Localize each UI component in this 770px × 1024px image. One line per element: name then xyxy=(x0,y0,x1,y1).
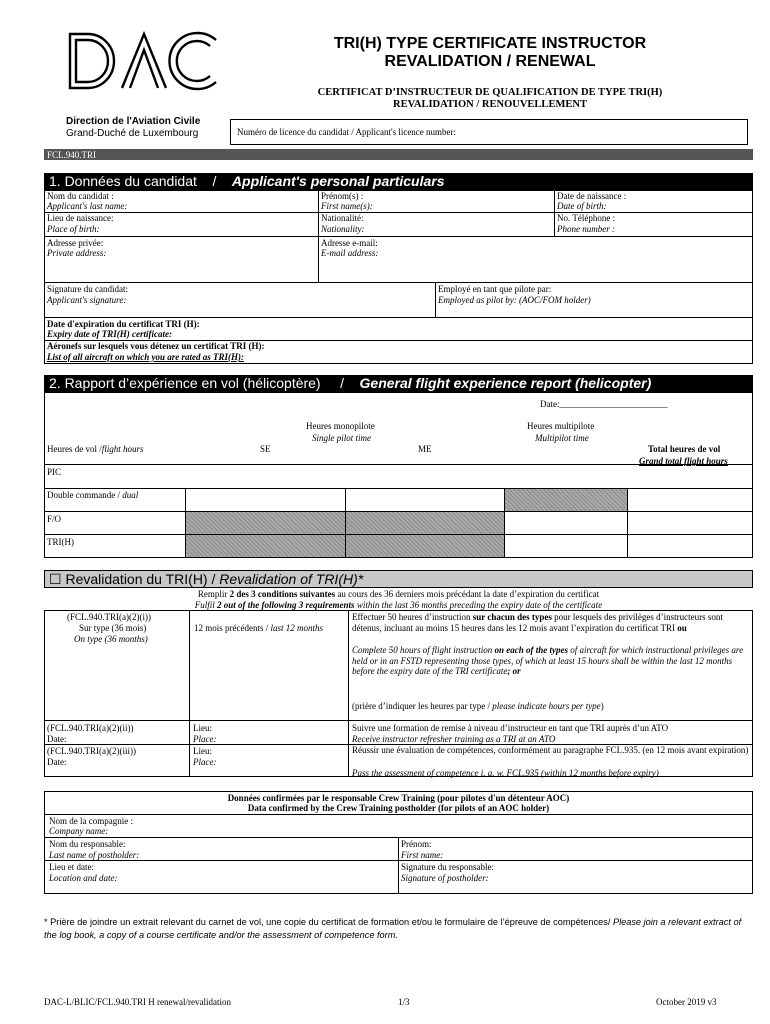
logo-line2: Grand-Duché de Luxembourg xyxy=(66,128,199,139)
dob-label-en: Date of birth: xyxy=(557,201,607,211)
r1-fr-a: Effectuer 50 heures d’instruction xyxy=(352,612,473,622)
section1-header xyxy=(44,173,753,190)
phone-label: No. Téléphone : xyxy=(557,213,616,223)
section2-title-fr: 2. Rapport d’expérience en vol (hélicoptère) xyxy=(49,375,321,391)
r1-text-fr xyxy=(352,612,750,633)
footer-ref: DAC-L/BLIC/FCL.940.TRI H renewal/revalidation xyxy=(44,997,231,1007)
r1-ref: (FCL.940.TRI(a)(2)(i)) xyxy=(67,612,151,622)
r2-place-en: Place: xyxy=(193,734,217,744)
first-name-label-en: First name(s): xyxy=(321,201,373,211)
row-pic: PIC xyxy=(47,467,62,477)
r1-period-fr: 12 mois précédents / xyxy=(194,623,269,633)
total-hours-label-en: Grand total flight hours xyxy=(639,456,728,466)
location-date-label: Lieu et date: xyxy=(49,862,94,872)
req-fr-a: Remplir xyxy=(197,589,230,599)
r2-place: Lieu: xyxy=(193,723,212,733)
single-pilot-label: Heures monopilote xyxy=(306,421,375,431)
multi-pilot-label-en: Multipilot time xyxy=(535,433,589,443)
last-name-label: Nom du candidat : xyxy=(47,191,114,201)
logo-line1: Direction de l'Aviation Civile xyxy=(66,116,201,127)
se-label: SE xyxy=(260,444,271,454)
signature-label: Signature du candidat: xyxy=(47,284,128,294)
r3-date: Date: xyxy=(47,757,67,767)
pob-label-en: Place of birth: xyxy=(47,224,100,234)
r1-en-b: on each of the types xyxy=(494,645,569,655)
r1-fr-d: ou xyxy=(677,622,687,633)
revalidation-checkbox[interactable]: ☐ xyxy=(49,571,62,587)
page-title-line1: TRI(H) TYPE CERTIFICATE INSTRUCTOR xyxy=(333,35,647,52)
hatched-cell xyxy=(346,512,504,534)
r3-text-fr: Réussir une évaluation de compétences, conformément au paragraphe FCL.935. (en 12 mois avant expiration) xyxy=(352,745,749,755)
r1-period-en: last 12 months xyxy=(270,623,323,633)
revalidation-title-fr: Revalidation du TRI(H) xyxy=(65,571,208,587)
footnote-fr: * Prière de joindre un extrait relevant du carnet de vol, une copie du certificat de formation et/ou le formulaire de l’épreuve de compétences/ xyxy=(44,917,613,927)
me-label: ME xyxy=(418,444,432,454)
section2-title-en: General flight experience report (helicopter) xyxy=(359,375,652,391)
r2-text-fr: Suivre une formation de remise à niveau d’instructeur en tant que TRI auprès d’un ATO xyxy=(352,723,669,733)
section1-title-fr: 1. Données du candidat xyxy=(49,173,197,189)
dob-label: Date de naissance : xyxy=(557,191,627,201)
r1-en-d: ; or xyxy=(507,666,521,676)
section2-header xyxy=(44,375,753,392)
postholder-first-label-en: First name: xyxy=(401,850,444,860)
flight-hours-fr: Heures de vol / xyxy=(47,444,102,454)
row-dual-fr: Double commande / xyxy=(47,490,120,500)
phone-label-en: Phone number : xyxy=(557,224,615,234)
r1-note-end: ) xyxy=(600,701,604,711)
r1-note xyxy=(352,701,604,711)
expiry-label: Date d'expiration du certificat TRI (H): xyxy=(47,319,200,329)
crew-head-fr: Données confirmées par le responsable Crew Training (pour pilotes d'un détenteur AOC) xyxy=(227,793,570,803)
r1-text-en xyxy=(352,645,750,677)
nationality-label: Nationalité: xyxy=(321,213,364,223)
r1-note-en: please indicate hours per type xyxy=(492,701,601,711)
requirement-en xyxy=(44,600,753,610)
flight-hours-label xyxy=(47,444,144,454)
req-fr-c: au cours des 36 derniers mois précédant la date d’expiration du certificat xyxy=(335,589,600,599)
company-label: Nom de la compagnie : xyxy=(49,816,133,826)
r3-ref: (FCL.940.TRI(a)(2)(iii)) xyxy=(47,746,136,756)
req-en-c: within the last 36 months preceding the expiry date of the certificate xyxy=(354,600,603,610)
row-dual xyxy=(47,490,138,500)
pob-label: Lieu de naissance: xyxy=(47,213,114,223)
r2-date: Date: xyxy=(47,734,67,744)
r2-ref: (FCL.940.TRI(a)(2)(ii)) xyxy=(47,723,134,733)
email-label: Adresse e-mail: xyxy=(321,238,378,248)
footer-page: 1/3 xyxy=(398,997,410,1007)
postholder-label: Nom du responsable: xyxy=(49,839,126,849)
footer-version: October 2019 v3 xyxy=(656,997,717,1007)
r3-place-en: Place: xyxy=(193,757,217,767)
hatched-cell xyxy=(346,535,504,557)
multi-pilot-label: Heures multipilote xyxy=(527,421,595,431)
r1-type: Sur type (36 mois) xyxy=(79,623,147,633)
section2-sep: / xyxy=(340,375,344,391)
employer-label: Employé en tant que pilote par: xyxy=(438,284,552,294)
location-date-label-en: Location and date: xyxy=(49,873,118,883)
r3-place: Lieu: xyxy=(193,746,212,756)
req-fr-b: 2 des 3 conditions suivantes xyxy=(229,589,336,599)
req-en-b: 2 out of the following 3 requirements xyxy=(217,600,355,610)
postholder-signature-label-en: Signature of postholder: xyxy=(401,873,489,883)
r1-en-a: Complete 50 hours of flight instruction xyxy=(352,645,495,655)
revalidation-title-en: Revalidation of TRI(H)* xyxy=(219,571,364,587)
row-dual-en: dual xyxy=(122,490,139,500)
address-label-en: Private address: xyxy=(47,248,107,258)
report-date: Date:________________________ xyxy=(540,399,668,409)
single-pilot-label-en: Single pilot time xyxy=(312,433,371,443)
section1-sep: / xyxy=(212,173,217,189)
hatched-cell xyxy=(186,512,345,534)
crew-head-en: Data confirmed by the Crew Training postholder (for pilots of an AOC holder) xyxy=(247,803,550,813)
section1-title-en: Applicant's personal particulars xyxy=(231,173,445,189)
r1-type-en: On type (36 months) xyxy=(74,634,148,644)
postholder-label-en: Last name of postholder: xyxy=(49,850,140,860)
r1-fr-b: sur chacun des types xyxy=(472,612,552,622)
title-fr-line2: REVALIDATION / RENOUVELLEMENT xyxy=(393,99,587,110)
revalidation-sep: / xyxy=(211,571,216,587)
last-name-label-en: Applicant's last name: xyxy=(47,201,128,211)
postholder-signature-label: Signature du responsable: xyxy=(401,862,494,872)
revalidation-header xyxy=(44,570,753,588)
expiry-label-en: Expiry date of TRI(H) certificate: xyxy=(47,329,172,339)
hatched-cell xyxy=(186,535,345,557)
company-label-en: Company name: xyxy=(49,826,109,836)
page-title-line2: REVALIDATION / RENEWAL xyxy=(384,53,596,70)
row-tri: TRI(H) xyxy=(47,537,74,547)
total-hours-label: Total heures de vol xyxy=(648,444,721,454)
requirement-fr xyxy=(44,589,753,599)
r1-period xyxy=(194,623,323,633)
aircraft-label: Aéronefs sur lesquels vous détenez un certificat TRI (H): xyxy=(47,341,265,351)
postholder-first-label: Prénom: xyxy=(401,839,432,849)
form-ref: FCL.940.TRI xyxy=(47,150,97,160)
aircraft-label-en: List of all aircraft on which you are rated as TRI(H): xyxy=(47,352,245,362)
employer-label-en: Employed as pilot by: (AOC/FOM holder) xyxy=(438,295,591,305)
signature-label-en: Applicant's signature: xyxy=(47,295,127,305)
req-en-a: Fulfil xyxy=(194,600,218,610)
hatched-cell xyxy=(505,489,627,511)
title-fr-line1: CERTIFICAT D’INSTRUCTEUR DE QUALIFICATION DE TYPE TRI(H) xyxy=(317,87,663,98)
footnote xyxy=(44,916,756,942)
footnote-en: Please join a relevant extract of the log book, a copy of a course certificate and/or the assessment of competence form. xyxy=(44,917,742,940)
form-ref-bar xyxy=(44,149,753,160)
r1-en-c: of aircraft for which instructional privileges are held or in an FSTD representing those types, of which at least 15 hours shall be within the last 12 months before the expiry date of the TRI certificate xyxy=(352,645,744,676)
licence-number-label: Numéro de licence du candidat / Applicant's licence number: xyxy=(237,127,457,137)
dac-logo xyxy=(64,30,224,92)
address-label: Adresse privée: xyxy=(47,238,104,248)
r3-text-en: Pass the assessment of competence i. a. w. FCL.935 (within 12 months before expiry) xyxy=(352,768,659,778)
flight-hours-en: flight hours xyxy=(101,444,144,454)
first-name-label: Prénom(s) : xyxy=(321,191,364,201)
nationality-label-en: Nationality: xyxy=(321,224,365,234)
r1-fr-c: pour lesquels des privilèges d’instructeurs sont détenus, incluant au moins 15 heures dans les 12 mois avant l’expiration du certificat TRI xyxy=(352,612,723,633)
r2-text-en: Receive instructor refresher training as a TRI at an ATO xyxy=(352,734,556,744)
row-fo: F/O xyxy=(47,514,62,524)
r1-note-fr: (prière d’indiquer les heures par type / xyxy=(352,701,493,711)
email-label-en: E-mail address: xyxy=(321,248,379,258)
